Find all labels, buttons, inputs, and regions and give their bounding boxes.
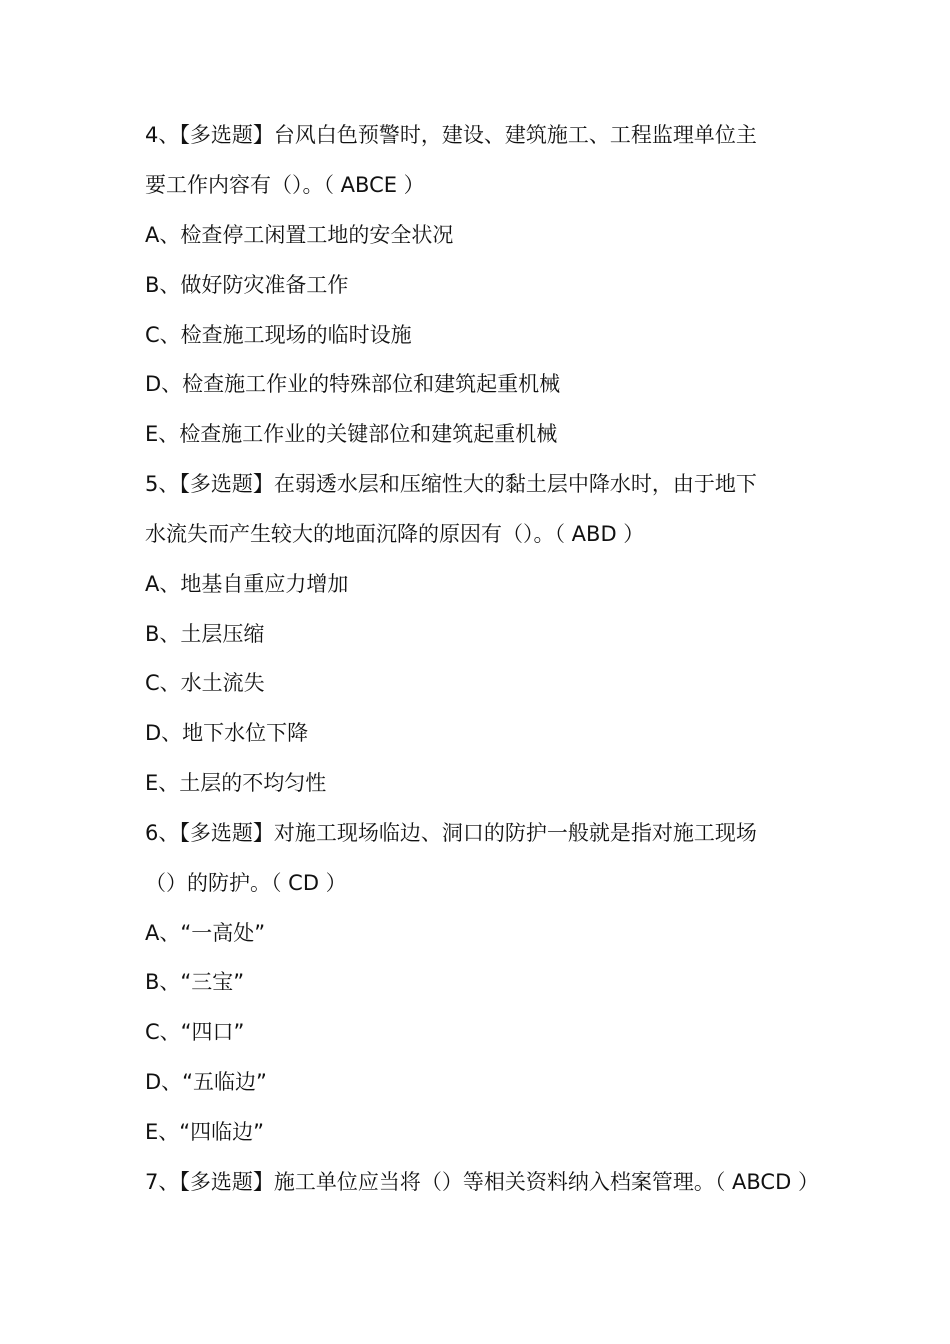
question-5-option-c: C、水土流失 [145,671,265,695]
question-4-option-d: D、检查施工作业的特殊部位和建筑起重机械 [145,372,561,396]
question-5-option-b: B、土层压缩 [145,622,265,646]
question-6-option-e: E、“四临边” [145,1120,265,1144]
question-6-option-d: D、“五临边” [145,1070,267,1094]
question-4-option-a: A、检查停工闲置工地的安全状况 [145,223,454,247]
question-4-option-e: E、检查施工作业的关键部位和建筑起重机械 [145,422,558,446]
question-5-title-line-1: 5、【多选题】在弱透水层和压缩性大的黏土层中降水时，由于地下 [145,472,757,496]
question-4-option-c: C、检查施工现场的临时设施 [145,323,412,347]
question-6-option-b: B、“三宝” [145,970,245,994]
question-5-option-e: E、土层的不均匀性 [145,771,327,795]
question-7-title-line-1: 7、【多选题】施工单位应当将（）等相关资料纳入档案管理。（ ABCD ） [145,1170,819,1194]
question-6-title-line-2: （）的防护。（ CD ） [145,871,347,895]
question-5-option-d: D、地下水位下降 [145,721,309,745]
question-5-title-line-2: 水流失而产生较大的地面沉降的原因有（）。（ ABD ） [145,522,645,546]
question-5-option-a: A、地基自重应力增加 [145,572,349,596]
question-6-title-line-1: 6、【多选题】对施工现场临边、洞口的防护一般就是指对施工现场 [145,821,757,845]
question-4-option-b: B、做好防灾准备工作 [145,273,349,297]
question-6-option-a: A、“一高处” [145,921,266,945]
question-4-title-line-1: 4、【多选题】台风白色预警时，建设、建筑施工、工程监理单位主 [145,123,757,147]
question-4-title-line-2: 要工作内容有（）。（ ABCE ） [145,173,425,197]
question-6-option-c: C、“四口” [145,1020,245,1044]
